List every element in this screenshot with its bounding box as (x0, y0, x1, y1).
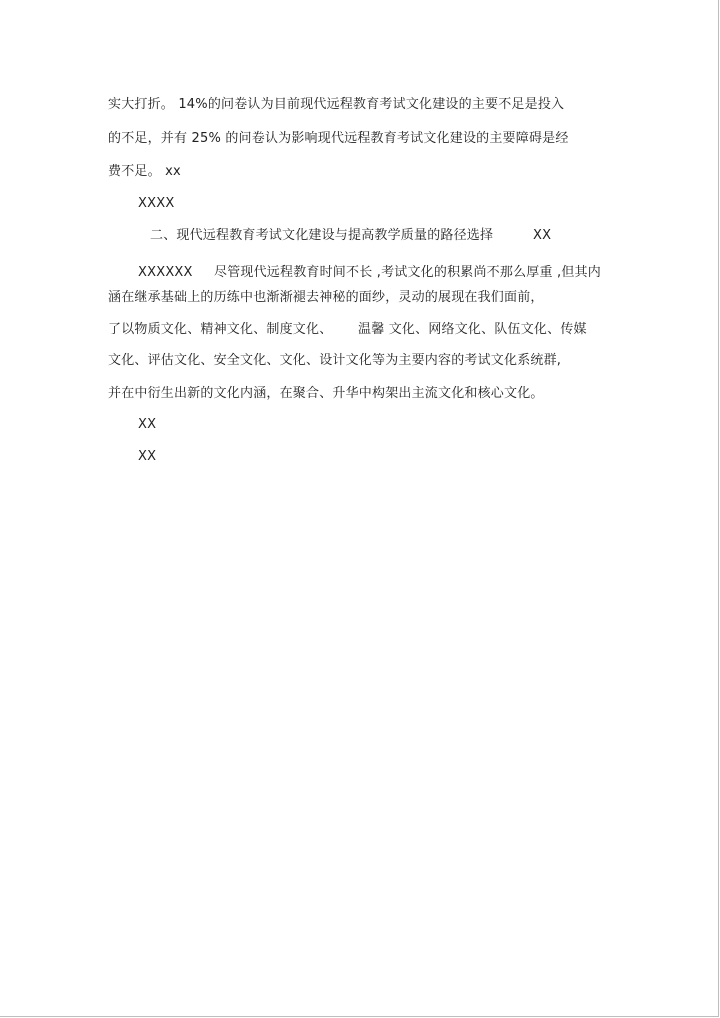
paragraph-prefix: XXXXXX (138, 265, 193, 280)
paragraph-line-6a: 了以物质文化、精神文化、制度文化、 (108, 322, 333, 337)
paragraph-line-2: 的不足，并有 25% 的问卷认为影响现代远程教育考试文化建设的主要障碍是经 (108, 131, 569, 146)
paragraph-line-8: 并在中衍生出新的文化内涵，在聚合、升华中构架出主流文化和核心文化。 (108, 386, 544, 401)
paragraph-line-5: 涵在继承基础上的历练中也渐渐褪去神秘的面纱，灵动的展现在我们面前， (108, 290, 544, 305)
paragraph-line-1: 实大打折。 14%的问卷认为目前现代远程教育考试文化建设的主要不足是投入 (108, 97, 565, 112)
section-heading: 二、现代远程教育考试文化建设与提高教学质量的路径选择 (150, 228, 494, 243)
section-heading-suffix: XX (533, 228, 552, 243)
paragraph-line-7: 文化、评估文化、安全文化、文化、设计文化等为主要内容的考试文化系统群, (108, 353, 562, 368)
paragraph-line-6b: 温馨 文化、网络文化、队伍文化、传媒 (358, 322, 587, 337)
paragraph-line-4: 尽管现代远程教育时间不长 ,考试文化的积累尚不那么厚重 ,但其内 (214, 265, 601, 280)
placeholder-text: XX (138, 449, 157, 464)
placeholder-text: XXXX (138, 196, 175, 211)
placeholder-text: XX (138, 417, 157, 432)
paragraph-line-3: 费不足。 xx (108, 164, 181, 179)
